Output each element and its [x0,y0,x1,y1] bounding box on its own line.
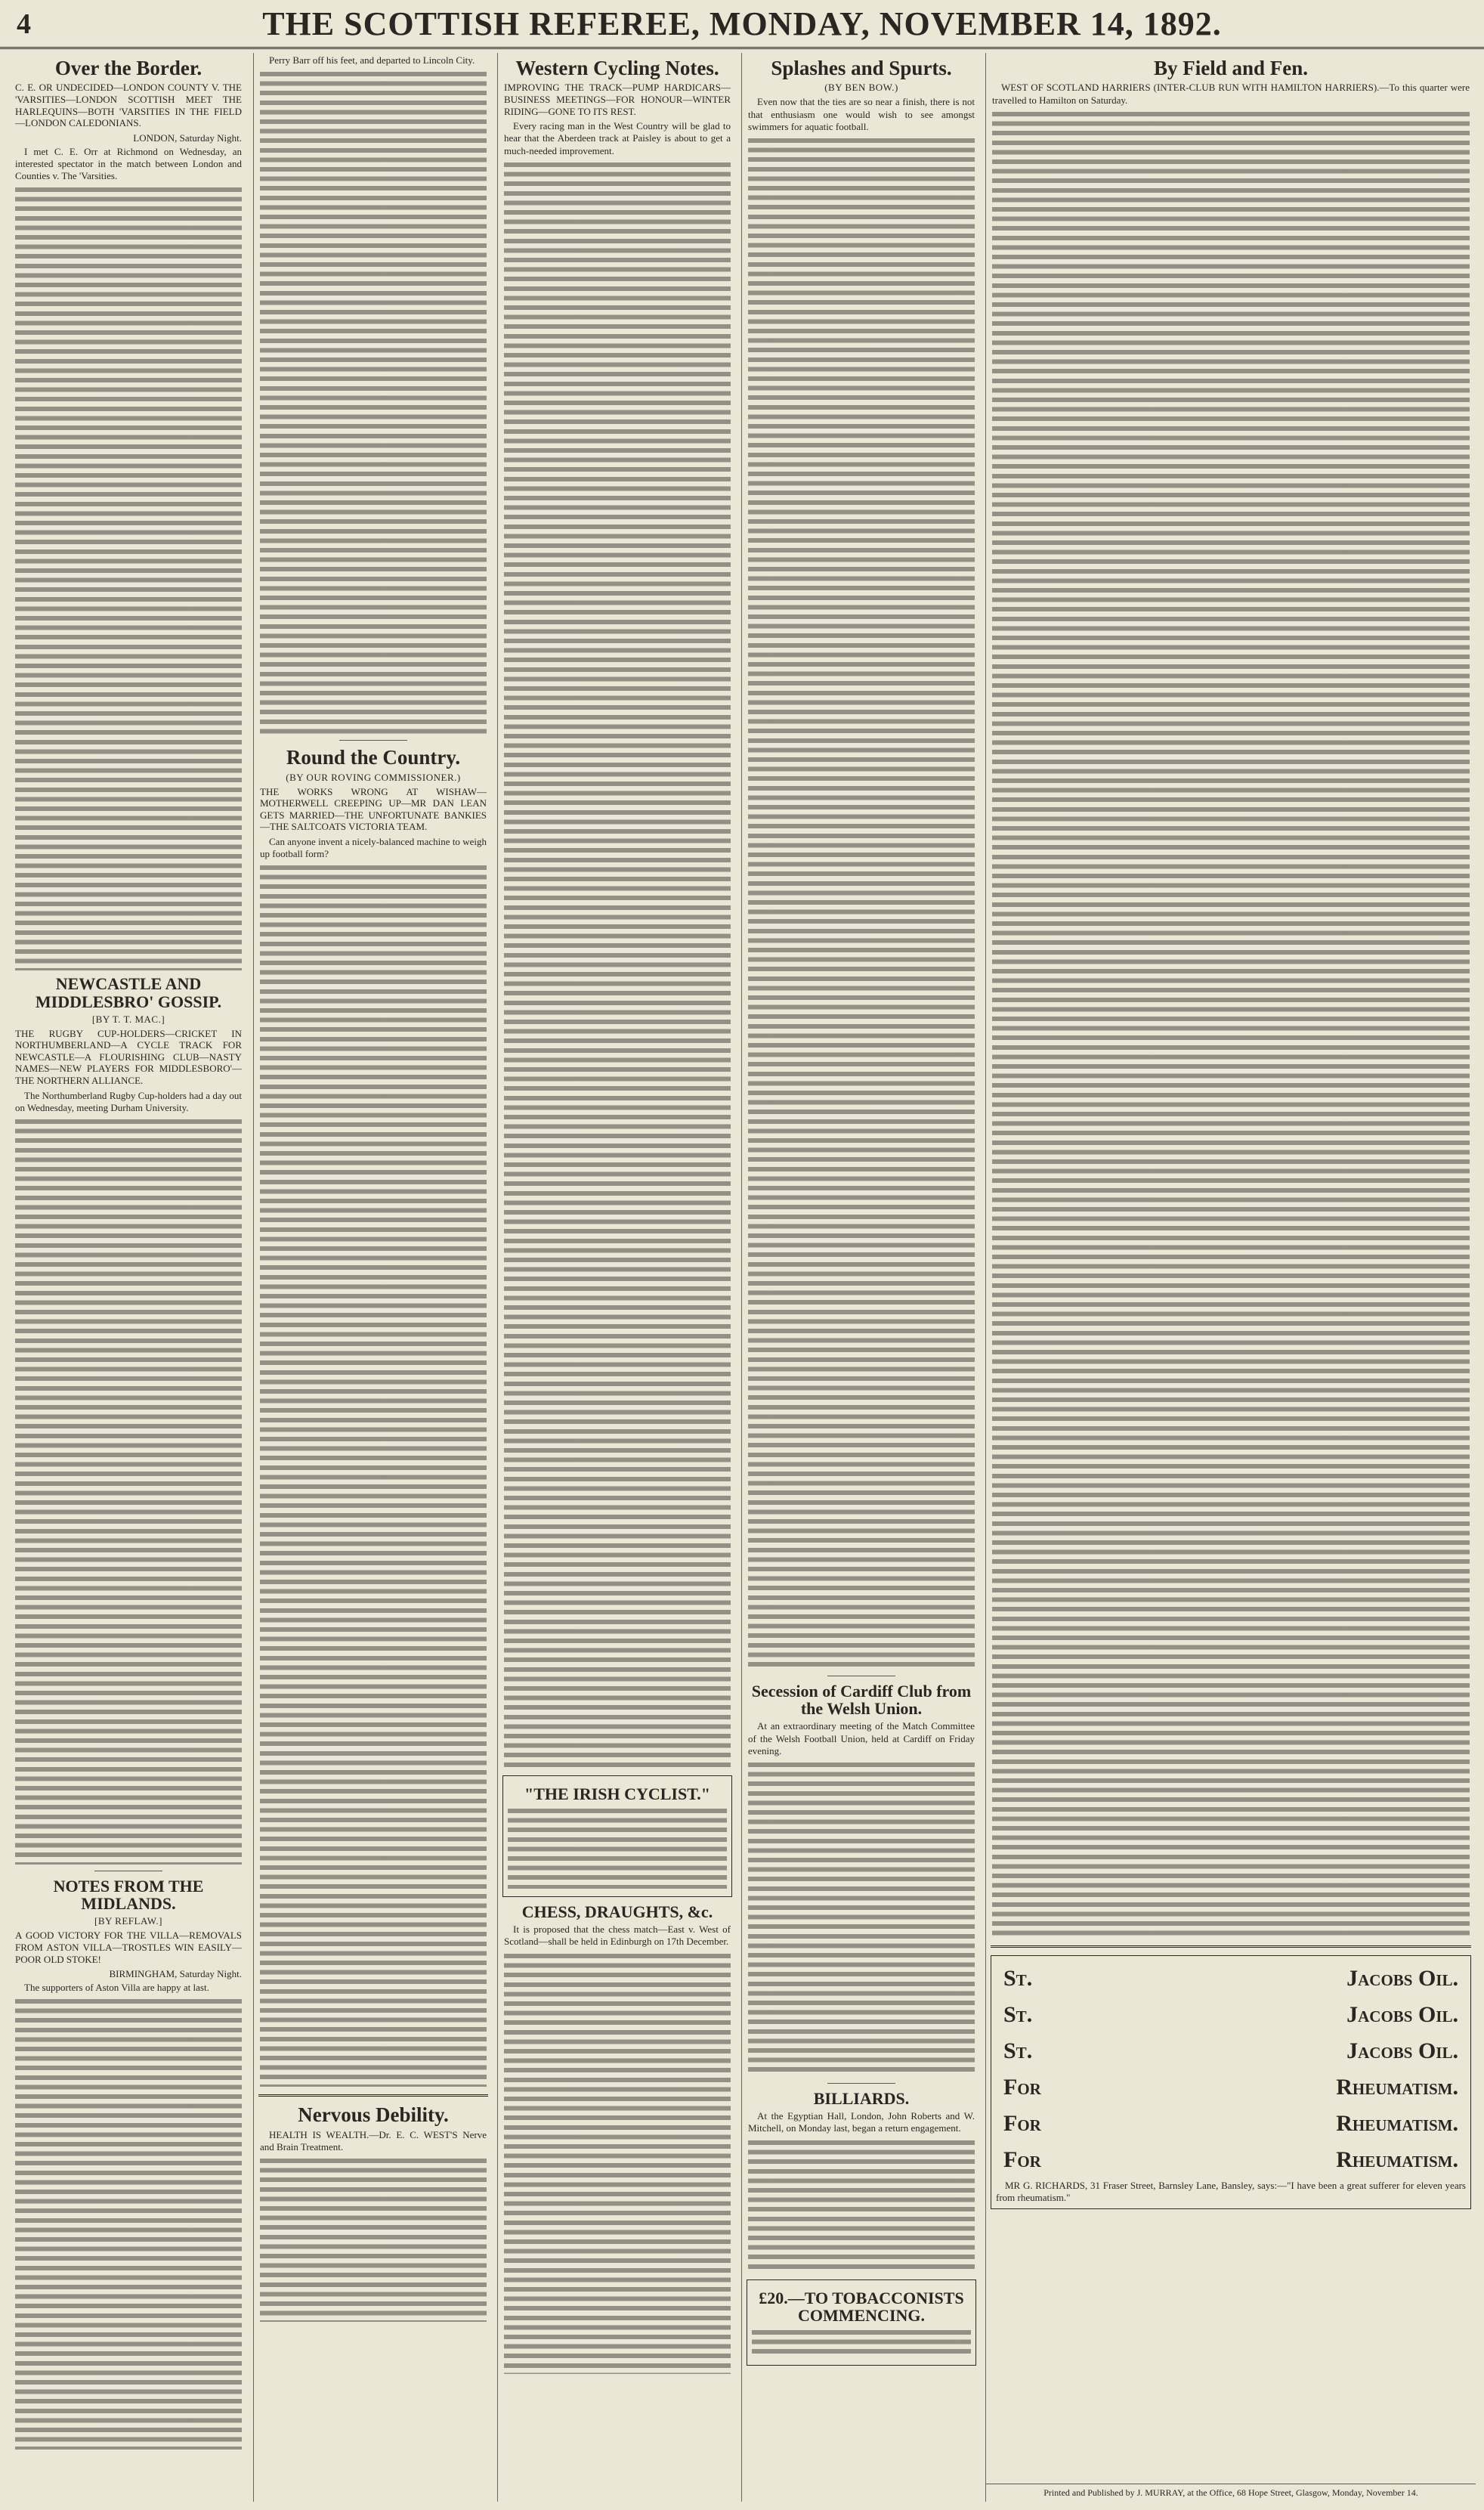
body-text-block [508,1806,727,1889]
advert-title: "THE IRISH CYCLIST." [524,1784,710,1803]
article-over-the-border [9,57,248,970]
article-newcastle-gossip [9,975,248,1865]
advert-line: St. Jacobs Oil. [1003,2038,1458,2063]
advert-nervous-debility [254,2104,493,2322]
body-text-block [260,2156,487,2322]
article-lead: I met C. E. Orr at Richmond on Wednesday, an interested spectator in the match between London and Counties v. The 'Varsities. [15,145,242,182]
article-title: Round the Country. [286,746,461,769]
article-lead: It is proposed that the chess match—East v. West of Scotland—shall be held in Edinburgh on 17th December. [504,1924,731,1948]
article-by-field-and-fen [986,57,1476,1938]
newspaper-title: THE SCOTTISH REFEREE, MONDAY, NOVEMBER 14, 1892. [262,5,1222,42]
divider [991,1945,1471,1948]
body-text-block [752,2327,971,2357]
article-western-cycling [498,57,737,1769]
advert-line: For Rheumatism. [1003,2146,1458,2172]
advert-testimonial: MR G. RICHARDS, 31 Fraser Street, Barnsley Lane, Bansley, says:—"I have been a great sufferer for eleven years from rheumatism." [996,2179,1466,2204]
body-text-block [748,1759,975,2077]
article-byline: [BY REFLAW.] [94,1915,162,1927]
column-area [9,53,1475,2502]
article-deck: C. E. OR UNDECIDED—LONDON COUNTY V. THE 'VARSITIES—LONDON SCOTTISH MEET THE HARLEQUINS—BOTH 'VARSITIES IN THE FIELD—LONDON CALEDONIANS. [15,82,242,129]
article-lead: The Northumberland Rugby Cup-holders had a day out on Wednesday, meeting Durham University. [15,1089,242,1113]
body-text-block [992,109,1470,1938]
advert-irish-cyclist [502,1775,732,1897]
article-round-the-country [254,747,493,2087]
article-byline: (BY BEN BOW.) [824,82,898,94]
article-title: CHESS, DRAUGHTS, &c. [521,1902,713,1921]
divider [827,2083,895,2084]
body-text-block [504,1951,731,2374]
article-title: BILLIARDS. [813,2089,910,2109]
column-4 [741,53,981,2502]
body-text-block [260,69,487,734]
body-text-block [504,159,731,1769]
article-deck: THE RUGBY CUP-HOLDERS—CRICKET IN NORTHUMBERLAND—A CYCLE TRACK FOR NEWCASTLE—A FLOURISHING CLUB—NASTY NAMES—NEW PLAYERS FOR MIDDLESBORO'—THE NORTHERN ALLIANCE. [15,1027,242,1087]
body-text-block [260,862,487,2087]
article-title: Secession of Cardiff Club from the Welsh Union. [751,1682,972,1719]
body-text-block [15,1116,242,1865]
column-5 [985,53,1476,2502]
advert-line: For Rheumatism. [1003,2074,1458,2100]
page-number: 4 [17,8,31,40]
article-byline: (BY OUR ROVING COMMISSIONER.) [286,771,461,783]
body-text-block [748,2137,975,2273]
article-lead: Perry Barr off his feet, and departed to Lincoln City. [269,54,475,66]
article-title: Over the Border. [54,57,203,79]
article-lead: At an extraordinary meeting of the Match Committee of the Welsh Football Union, held at Cardiff on Friday evening. [748,1720,975,1756]
article-splashes-spurts [742,57,981,1670]
article-lead: WEST OF SCOTLAND HARRIERS (INTER-CLUB RUN WITH HAMILTON HARRIERS).—To this quarter were travelled to Hamilton on Saturday. [992,82,1470,106]
article-title: Western Cycling Notes. [515,57,719,79]
advert-lead: HEALTH IS WEALTH.—Dr. E. C. WEST'S Nerve and Brain Treatment. [260,2128,487,2153]
article-deck: IMPROVING THE TRACK—PUMP HARDICARS—BUSINESS MEETINGS—FOR HONOUR—WINTER RIDING—GONE TO ITS REST. [504,82,731,117]
column-2 [253,53,493,2502]
article-title: By Field and Fen. [1153,57,1309,79]
article-midlands-notes [9,1877,248,2450]
article-deck: A GOOD VICTORY FOR THE VILLA—REMOVALS FROM ASTON VILLA—TROSTLES WIN EASILY—POOR OLD STOKE! [15,1930,242,1965]
article-chess-draughts [498,1903,737,2374]
article-cardiff-secession [742,1682,981,2077]
divider [258,2094,488,2097]
body-text-block [15,1996,242,2450]
article-lead: The supporters of Aston Villa are happy at last. [24,1982,209,1994]
article-dateline: LONDON, Saturday Night. [133,132,242,144]
printer-imprint: Printed and Published by J. MURRAY, at the Office, 68 Hope Street, Glasgow, Monday, November 14. [986,2484,1476,2502]
advert-line: For Rheumatism. [1003,2110,1458,2136]
advert-tobacconists [747,2279,976,2366]
advert-st-jacobs-oil [991,1955,1471,2210]
column-3 [497,53,737,2502]
column-1 [9,53,248,2502]
article-lead: Can anyone invent a nicely-balanced machine to weigh up football form? [260,835,487,860]
article-title: NEWCASTLE AND MIDDLESBRO' GOSSIP. [35,974,222,1011]
article-lead: Even now that the ties are so near a finish, there is not that enthusiasm one would wish to see amongst swimmers for aquatic football. [748,96,975,132]
article-lead: At the Egyptian Hall, London, John Roberts and W. Mitchell, on Monday last, began a return engagement. [748,2110,975,2134]
article-byline: [BY T. T. MAC.] [91,1013,165,1025]
article-dateline: BIRMINGHAM, Saturday Night. [109,1968,242,1980]
advert-line: St. Jacobs Oil. [1003,1965,1458,1991]
body-text-block [15,184,242,970]
article-title: Splashes and Spurts. [771,57,952,79]
advert-title: Nervous Debility. [298,2103,449,2127]
article-continued [254,54,493,734]
article-lead: Every racing man in the West Country will be glad to hear that the Aberdeen track at Paisley is about to get a much-needed improvement. [504,120,731,156]
advert-title: £20.—TO TOBACCONISTS COMMENCING. [759,2288,964,2325]
masthead [0,0,1484,49]
divider [339,740,407,741]
advert-line: St. Jacobs Oil. [1003,2001,1458,2027]
body-text-block [748,135,975,1670]
article-deck: THE WORKS WRONG AT WISHAW—MOTHERWELL CREEPING UP—MR DAN LEAN GETS MARRIED—THE UNFORTUNATE BANKIES—THE SALTCOATS VICTORIA TEAM. [260,785,487,833]
article-billiards [742,2090,981,2273]
article-title: NOTES FROM THE MIDLANDS. [53,1877,204,1914]
